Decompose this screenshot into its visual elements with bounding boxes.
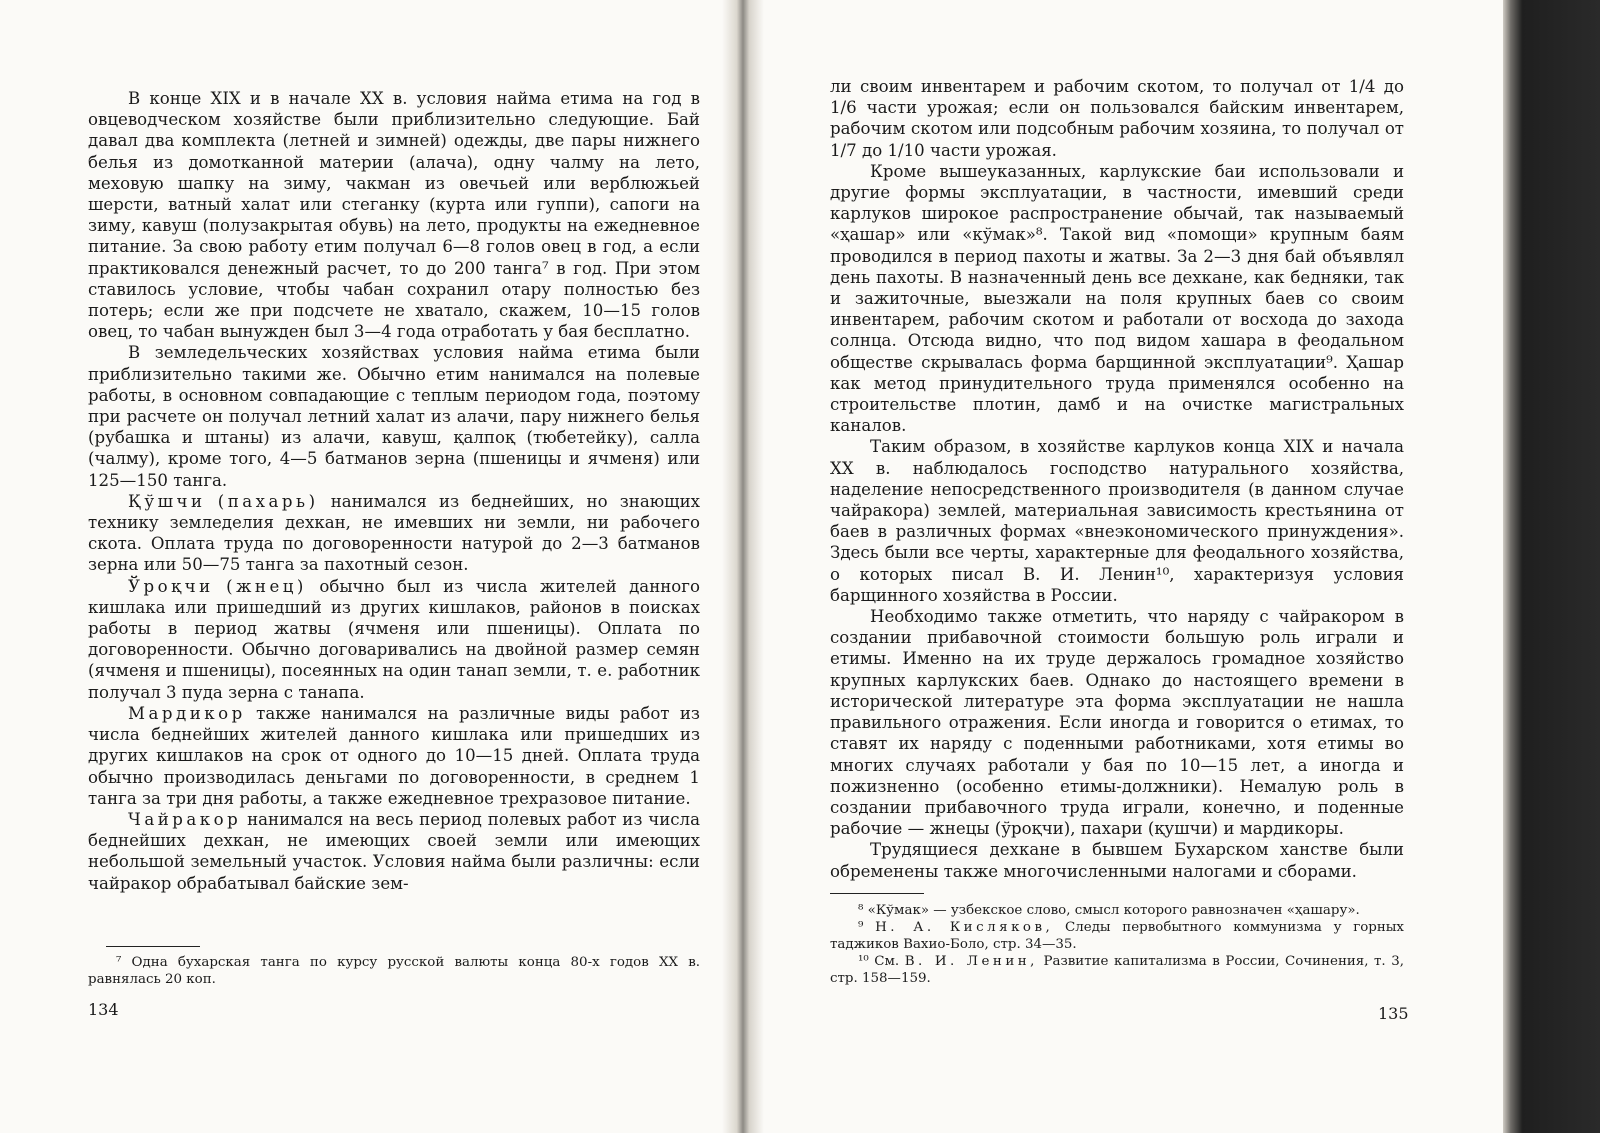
footnotes	[830, 902, 1404, 987]
paragraph-text: нанимался на весь период полевых работ из числа беднейших дехкан, не имеющих своей земли или имеющих небольшой земельный участок. Условия найма были различны: если чайракор обрабатывал байские зем-	[88, 809, 700, 893]
term: Мардикор	[128, 703, 246, 723]
term: Қўшчи	[128, 491, 206, 511]
footnote-7: ⁷ Одна бухарская танга по курсу русской валюты конца 80-х годов XX в. равнялась 20 коп.	[88, 955, 700, 987]
footnote-text: Развитие капитализма в России, Сочинения, т. 3, стр. 158—159.	[830, 954, 1404, 986]
paragraph-text: также нанимался на различные виды работ из числа беднейших жителей данного кишлака или пришедших из других кишлаков на срок от одного до 10—15 дней. Оплата труда обычно производилась деньгами по договоренности, в среднем 1 танга за три дня работы, а также ежедневное трехразовое питание.	[88, 703, 700, 808]
term: Чайракор	[128, 809, 242, 829]
footnote-text: Следы первобытного коммунизма у горных таджиков Вахио-Боло, стр. 34—35.	[830, 920, 1404, 952]
term-gloss: (жнец)	[226, 576, 307, 596]
left-page	[88, 0, 700, 1133]
paragraph: Трудящиеся дехкане в бывшем Бухарском ханстве были обременены также многочисленными налогами и сборами.	[830, 840, 1404, 881]
paragraph: Таким образом, в хозяйстве карлуков конца XIX и начала XX в. наблюдалось господство натурального хозяйства, наделение непосредственного производителя (в данном случае чайракора) землей, материальная зависимость крестьянина от баев в различных формах «внеэкономического принуждения». Здесь были все черты, характерные для феодального хозяйства, о которых писал В. И. Ленин¹⁰, характеризуя условия барщинного хозяйства в России.	[830, 437, 1404, 605]
paragraph-kushchi	[88, 491, 700, 576]
page-number: 134	[88, 1000, 119, 1019]
term: Ўроқчи	[128, 576, 214, 596]
footnote-author: Н. А. Кисляков,	[875, 920, 1054, 935]
term-gloss: (пахарь)	[217, 491, 319, 511]
page-number: 135	[1378, 1004, 1409, 1023]
footnote-rule	[106, 946, 200, 947]
footnote-rule	[830, 893, 924, 894]
paragraph-mardikor	[88, 703, 700, 809]
paragraph: ли своим инвентарем и рабочим скотом, то получал от 1/4 до 1/6 части урожая; если он пользовался байским инвентарем, рабочим скотом или подсобным рабочим хозяина, то получал от 1/7 до 1/10 части урожая.	[830, 77, 1404, 160]
paragraph: В земледельческих хозяйствах условия найма етима были приблизительно такими же. Обычно етим нанимался на полевые работы, в основном совпадающие с теплым периодом года, поэтому при расчете он получал летний халат из алачи, пару нижнего белья (рубашка и штаны) из алачи, кавуш, қалпоқ (тюбетейку), салла (чалму), кроме того, 4—5 батманов зерна (пшеницы и ячменя) или 125—150 танга.	[88, 343, 700, 490]
left-page-text	[88, 88, 700, 894]
footnote-author: В. И. Ленин,	[904, 954, 1038, 969]
book-cover-edge	[1503, 0, 1600, 1133]
book-gutter	[722, 0, 764, 1133]
paragraph-chayrakor	[88, 809, 700, 894]
paragraph-uroqchi	[88, 576, 700, 703]
footnotes	[88, 954, 700, 988]
footnote-8: ⁸ «Кўмак» — узбекское слово, смысл которого равнозначен «ҳашару».	[858, 903, 1360, 918]
footnote-prefix: См.	[874, 954, 900, 969]
right-page-text	[830, 76, 1404, 882]
paragraph: Необходимо также отметить, что наряду с чайракором в создании прибавочной стоимости большую роль играли и етимы. Именно на их труде держалось громадное хозяйство крупных карлукских баев. Однако до настоящего времени в исторической литературе эта форма эксплуатации не нашла правильного отражения. Если иногда и говорится о етимах, то ставят их наряду с поденными работниками, хотя етимы во многих случаях работали у бая по 10—15 лет, а иногда и пожизненно (особенно етимы-должники). Немалую роль в создании прибавочного труда играли, конечно, и поденные рабочие — жнецы (ўроқчи), пахари (қушчи) и мардикоры.	[830, 607, 1404, 839]
paragraph-text: обычно был из числа жителей данного кишлака или пришедший из других кишлаков, районов в поисках работы в период жатвы (ячменя или пшеницы). Оплата по договоренности. Обычно договаривались на двойной размер семян (ячменя и пшеницы), посеянных на один танап земли, т. е. работник получал 3 пуда зерна с танапа.	[88, 576, 700, 702]
right-page	[830, 0, 1409, 1133]
footnote-10: ¹⁰ См. В. И. Ленин, Развитие капитализма в России, Сочинения, т. 3, стр. 158—159.	[830, 954, 1404, 986]
paragraph: В конце XIX и в начале XX в. условия найма етима на год в овцеводческом хозяйстве были приблизительно следующие. Бай давал два комплекта (летней и зимней) одежды, две пары нижнего белья из домотканной материи (алача), одну чалму на лето, меховую шапку на зиму, чакман из овечьей или верблюжьей шерсти, ватный халат или стеганку (курта или гуппи), сапоги на зиму, кавуш (полузакрытая обувь) на лето, продукты на ежедневное питание. За свою работу етим получал 6—8 голов овец в год, а если практиковался денежный расчет, то до 200 танга⁷ в год. При этом ставилось условие, чтобы чабан сохранил отару полностью без потерь; если же при подсчете не хватало, скажем, 10—15 голов овец, то чабан вынужден был 3—4 года отработать у бая бесплатно.	[88, 89, 700, 342]
footnote-9: ⁹ Н. А. Кисляков, Следы первобытного коммунизма у горных таджиков Вахио-Боло, стр. 34—35.	[830, 920, 1404, 952]
paragraph: Кроме вышеуказанных, карлукские баи использовали и другие формы эксплуатации, в частности, имевший среди карлуков широкое распространение обычай, так называемый «ҳашар» или «кўмак»⁸. Такой вид «помощи» крупным баям проводился в период пахоты и жатвы. За 2—3 дня бай объявлял день пахоты. В назначенный день все дехкане, как бедняки, так и зажиточные, выезжали на поля крупных баев со своим инвентарем, рабочим скотом и работали от восхода до захода солнца. Отсюда видно, что под видом хашара в феодальном обществе скрывалась форма барщинной эксплуатации⁹. Ҳашар как метод принудительного труда применялся особенно на строительстве плотин, дамб и на очистке магистральных каналов.	[830, 161, 1404, 436]
paragraph-text: нанимался из беднейших, но знающих технику земледелия дехкан, не имевших ни земли, ни рабочего скота. Оплата труда по договоренности натурой до 2—3 батманов зерна или 50—75 танга за пахотный сезон.	[88, 491, 700, 575]
